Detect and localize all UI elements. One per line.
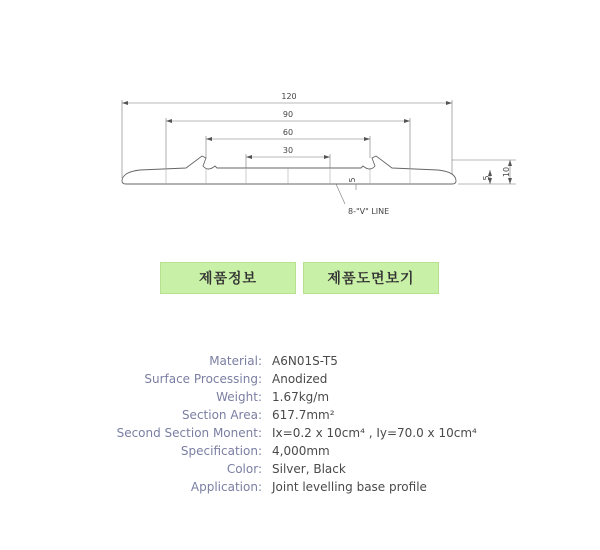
spec-value: Joint levelling base profile — [272, 480, 427, 494]
tab-product-drawing[interactable]: 제품도면보기 — [303, 262, 439, 294]
spec-label: Weight: — [216, 390, 262, 404]
spec-value: A6N01S-T5 — [272, 354, 338, 368]
spec-label: Second Section Monent: — [116, 426, 262, 440]
spec-row-weight — [0, 388, 600, 406]
dim-thickness-b: 10 — [502, 166, 511, 178]
dim-groove-depth: 5 — [348, 177, 357, 183]
spec-value: Silver, Black — [272, 462, 346, 476]
dim-thickness-a: 5 — [482, 175, 491, 181]
spec-row-application — [0, 478, 600, 496]
spec-label: Section Area: — [181, 408, 262, 422]
spec-label: Color: — [226, 462, 262, 476]
spec-row-area — [0, 406, 600, 424]
spec-row-color — [0, 460, 600, 478]
spec-row-moment — [0, 424, 600, 442]
spec-value: 1.67kg/m — [272, 390, 330, 404]
dim-middle: 60 — [282, 128, 294, 137]
spec-value: Anodized — [272, 372, 328, 386]
profile-drawing — [0, 0, 600, 250]
spec-value: 4,000mm — [272, 444, 330, 458]
v-line-note: 8-"V" LINE — [348, 207, 390, 216]
spec-row-surface — [0, 370, 600, 388]
spec-table — [0, 352, 600, 496]
dim-outer: 90 — [282, 110, 294, 119]
spec-label: Material: — [209, 354, 262, 368]
spec-value: 617.7mm² — [272, 408, 335, 422]
spec-row-specification — [0, 442, 600, 460]
spec-value: Ix=0.2 x 10cm⁴ , Iy=70.0 x 10cm⁴ — [272, 426, 477, 440]
profile-shape — [122, 156, 456, 184]
dim-overall: 120 — [281, 92, 297, 101]
tab-product-info[interactable]: 제품정보 — [160, 262, 296, 294]
spec-label: Surface Processing: — [144, 372, 262, 386]
spec-label: Application: — [190, 480, 262, 494]
spec-label: Specification: — [180, 444, 262, 458]
spec-row-material — [0, 352, 600, 370]
dim-inner: 30 — [282, 146, 294, 155]
